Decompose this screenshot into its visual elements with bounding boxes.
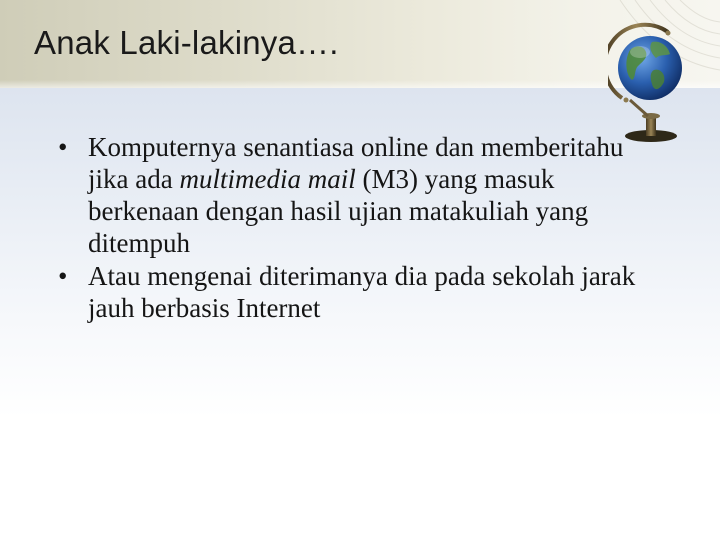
- bullet-text-continued: (M3) yang masuk berkenaan dengan hasil ujian matakuliah yang ditempuh: [88, 164, 589, 259]
- list-item: [58, 131, 668, 260]
- bullet-text: Komputernya senantiasa online dan memberitahu jika ada: [88, 132, 624, 195]
- bullet-emphasis: multimedia mail: [179, 164, 356, 195]
- slide-title: Anak Laki-lakinya….: [34, 24, 339, 61]
- globe-icon: [608, 20, 690, 144]
- bullet-marker: •: [58, 260, 68, 291]
- bullet-text: Atau mengenai diterimanya dia pada sekolah jarak jauh berbasis Internet: [88, 260, 636, 323]
- list-item: [58, 260, 668, 324]
- bullet-list: [58, 131, 668, 324]
- bullet-marker: •: [58, 132, 68, 162]
